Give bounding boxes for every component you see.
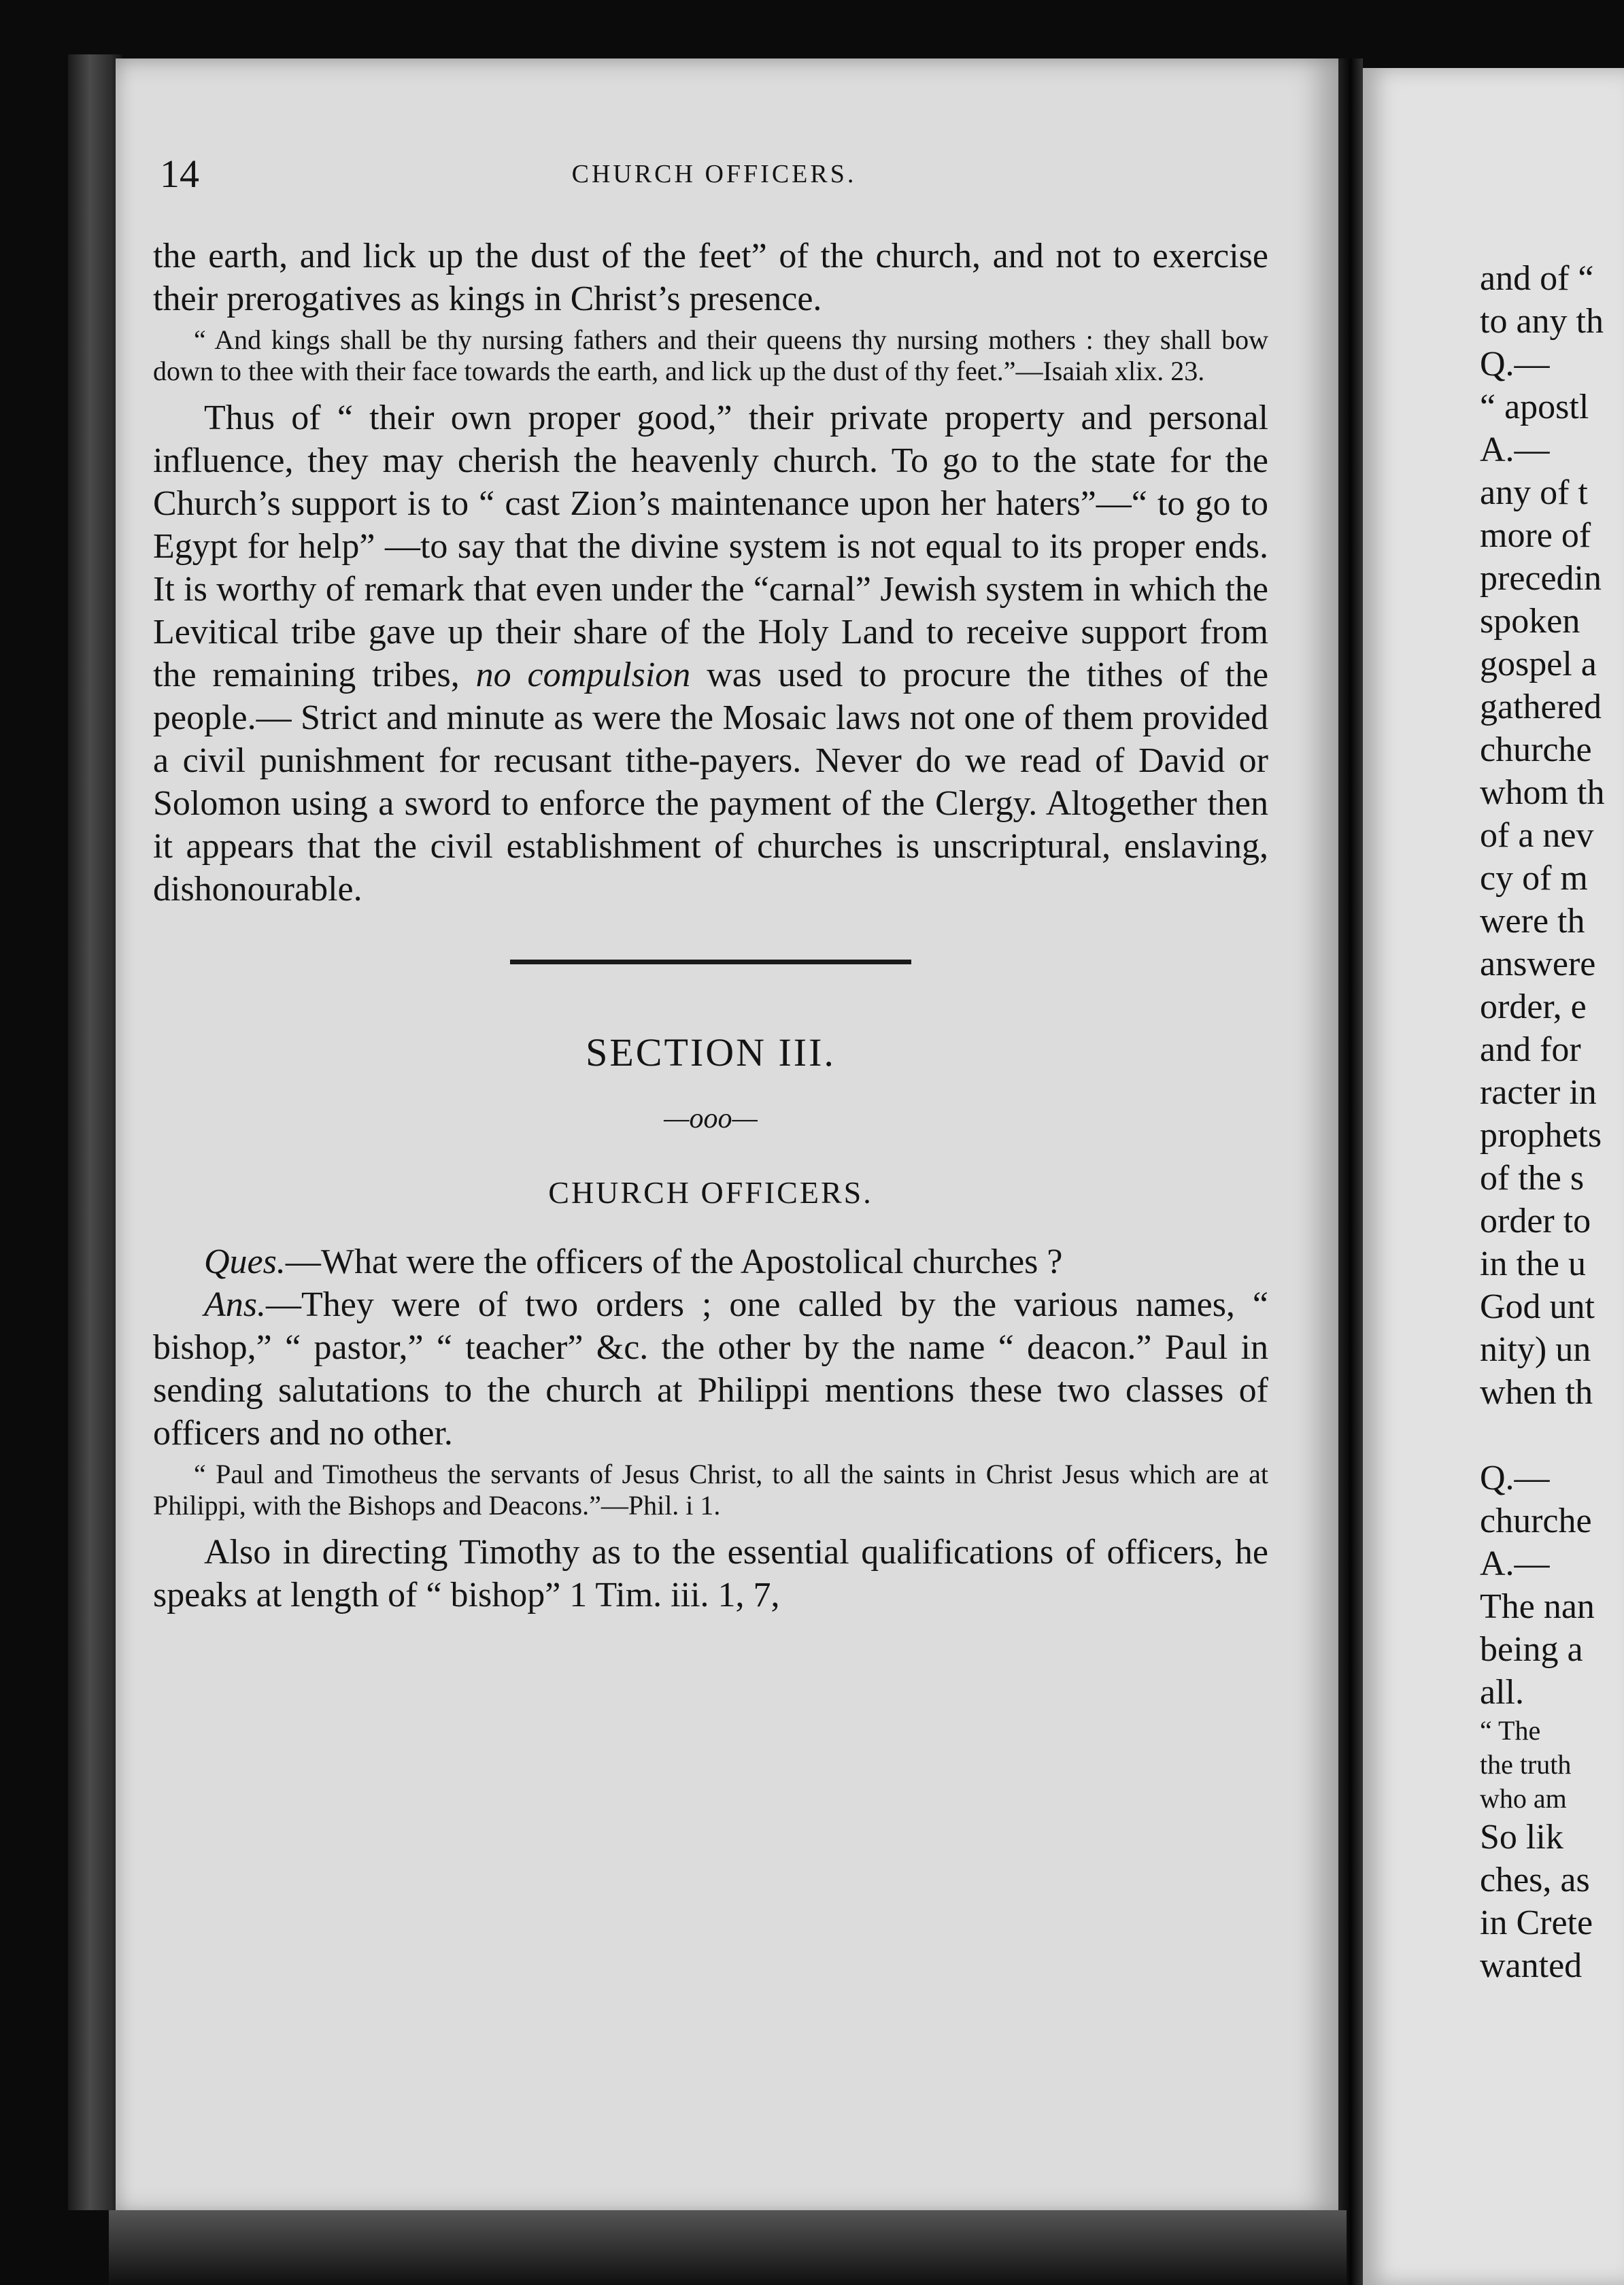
right-page-line: in the u [1480,1245,1586,1283]
right-page-line: order to [1480,1202,1591,1240]
right-page-line: being a [1480,1630,1583,1669]
paragraph-timothy: Also in directing Timothy as to the essential qualifications of officers, he speaks at length of “ bishop” 1 Tim. iii. 1, 7, [153,1533,1268,1614]
question-paragraph [153,1240,1268,1283]
paragraph-support [153,396,1268,911]
right-page-line: the truth [1480,1749,1572,1780]
right-page-line: cy of m [1480,859,1588,898]
right-page-line: churche [1480,1502,1592,1540]
question-text: —What were the officers of the Apostolical churches ? [285,1242,1063,1281]
section-ornament: —ooo— [664,1103,758,1134]
answer-label: Ans. [204,1285,266,1324]
right-page-line: any of t [1480,473,1588,512]
right-page-line: So lik [1480,1818,1563,1857]
right-page-line: Q.— [1480,1459,1550,1497]
right-page-line: gospel a [1480,645,1597,683]
footnote-philippians: “ Paul and Timotheus the servants of Jesus Christ, to all the saints in Christ Jesus which are at Philippi, with the Bishops and Deacons.”—Phil. i 1. [153,1459,1268,1521]
right-page-line: answere [1480,945,1596,983]
question-label: Ques. [204,1242,286,1281]
book-gutter [1338,58,1363,2285]
right-page-line: “ apostl [1480,388,1589,426]
page-header [160,151,1268,199]
paragraph-continuation: the earth, and lick up the dust of the feet” of the church, and not to exercise their prerogatives as kings in Christ’s presence. [153,237,1268,318]
right-page-line: and of “ [1480,259,1594,298]
right-page-line: of the s [1480,1159,1585,1198]
right-page-line: nity) un [1480,1330,1591,1369]
section-divider [510,960,911,964]
footnote-isaiah: “ And kings shall be thy nursing fathers and their queens thy nursing mothers : they shall bow down to thee with their face towards the earth, and lick up the dust of thy feet.”—Isaiah xlix. 23. [153,324,1268,386]
right-page-line: in Crete [1480,1903,1593,1942]
right-page-line: spoken [1480,602,1580,641]
section-subtitle: CHURCH OFFICERS. [548,1175,873,1210]
right-page-line: to any th [1480,302,1604,341]
running-head: CHURCH OFFICERS. [571,160,857,188]
answer-paragraph [153,1283,1268,1455]
right-page-line: more of [1480,516,1591,555]
right-page-line: precedin [1480,559,1602,598]
right-page-line: whom th [1480,773,1605,812]
right-page-line: God unt [1480,1287,1595,1326]
right-page-line [1480,1414,1623,1457]
paragraph-support-a: Thus of “ their own proper good,” their private property and personal influence, they may cherish the heavenly church. To go to the state for the Church’s support is to “ cast Zion’s maintenance upon her haters”—“ to go to Egypt for help” —to say that the divine system is not equal to its proper ends. It is worthy of remark that even under the “carnal” Jewish system in which the Levitical tribe gave up their share of the Holy Land to receive support from the remaining tribes, [153,399,1268,694]
paragraph-support-italic: no compulsion [475,656,691,694]
right-page-line: all. [1480,1673,1524,1712]
paragraph-support-b: was used to procure the tithes of the people.— Strict and minute as were the Mosaic laws not one of them provided a civil punishment for recusant tithe-payers. Never do we read of David or Solomon using a sword to enforce the payment of the Clergy. Altogether then it appears that the civil establishment of churches is unscriptural, enslaving, dishonourable. [153,656,1269,909]
right-page-line: were th [1480,902,1585,941]
right-page-line: gathered [1480,688,1602,726]
right-page-line: of a nev [1480,816,1594,855]
section-title: SECTION III. [586,1030,836,1074]
book-spine [68,54,122,2210]
left-page-text [153,235,1268,1617]
right-page-line: churche [1480,730,1592,769]
right-page-text [1480,257,1623,1987]
right-page-line: The nan [1480,1587,1595,1626]
right-page-line: “ The [1480,1715,1541,1746]
answer-text: —They were of two orders ; one called by the various names, “ bishop,” “ pastor,” “ teacher” &c. the other by the name “ deacon.” Paul in sending salutations to the church at Philippi mentions these two classes of officers and no other. [153,1285,1268,1453]
right-page-line: prophets [1480,1116,1602,1155]
right-page-line: wanted [1480,1946,1583,1985]
page-number: 14 [160,152,199,196]
right-page-line: Q.— [1480,345,1550,384]
page-edge-shadow [109,2210,1347,2285]
right-page-line: who am [1480,1783,1567,1814]
right-page-line: when th [1480,1373,1593,1412]
right-page-line: order, e [1480,987,1587,1026]
right-page-line: and for [1480,1030,1581,1069]
right-page-line: ches, as [1480,1861,1590,1899]
right-page-line: racter in [1480,1073,1597,1112]
right-page-line: A.— [1480,430,1550,469]
right-page-line: A.— [1480,1544,1550,1583]
